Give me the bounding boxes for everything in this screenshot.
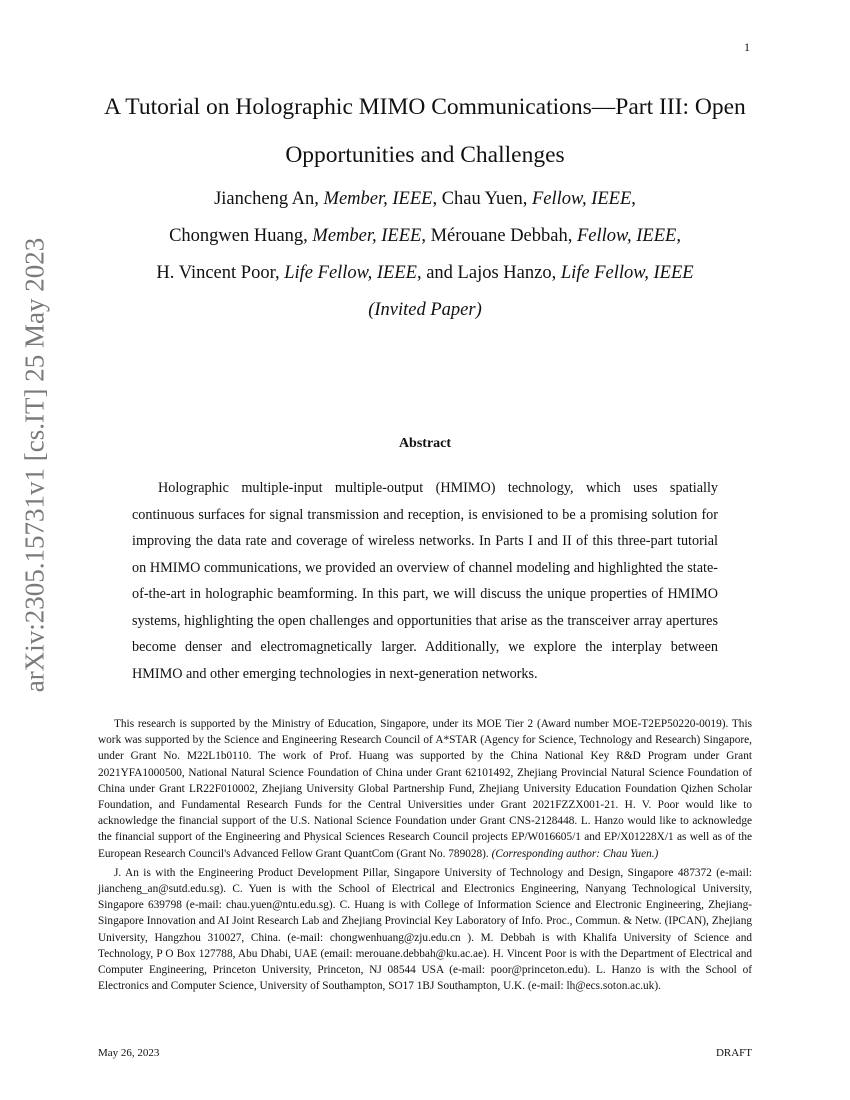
- author-name: Chongwen Huang,: [169, 226, 313, 246]
- abstract-text: Holographic multiple-input multiple-output (HMIMO) technology, which uses spatially continuous surfaces for signal transmission and reception, is envisioned to be a promising solution for improving the data rate and coverage of wireless networks. In Parts I and II of this three-part tutorial on HMIMO communications, we provided an overview of channel modeling and highlighted the state-of-the-art in holographic beamforming. In this part, we will discuss the unique properties of HMIMO systems, highlighting the open challenges and opportunities that arise as the transceiver array apertures become denser and electromagnetically larger. Additionally, we explore the interplay between HMIMO and other emerging technologies in next-generation networks.: [132, 480, 718, 682]
- author-membership: Life Fellow, IEEE: [284, 263, 417, 283]
- author-membership: Member, IEEE: [323, 189, 433, 209]
- author-list: [90, 181, 760, 329]
- author-name: , and Lajos Hanzo,: [416, 263, 561, 283]
- funding-text: This research is supported by the Ministry of Education, Singapore, under its MOE Tier 2 (Award number MOE-T2EP50220-0019). This work was supported by the Science and Engineering Research Council of A*STAR (Agency for Science, Technology and Research) Singapore, under Grant No. M22L1b0110. The work of Prof. Huang was supported by the China National Key R&D Program under Grant 2021YFA1000500, National Natural Science Foundation of China under Grant 62101492, Zhejiang Provincial Natural Science Foundation of China under Grant LR22F010002, Zhejiang University Global Partnership Fund, Zhejiang University Education Foundation Qizhen Scholar Foundation, and Fundamental Research Funds for the Central Universities under Grant 2021FZZX001-21. H. V. Poor would like to acknowledge the financial support of the U.S. National Science Foundation under Grant CNS-2128448. L. Hanzo would like to acknowledge the financial support of the Engineering and Physical Sciences Research Council projects EP/W016605/1 and EP/X01228X/1 as well as of the European Research Council's Advanced Fellow Grant QuantCom (Grant No. 789028).: [98, 718, 752, 860]
- author-name: H. Vincent Poor,: [156, 263, 285, 283]
- arxiv-identifier: arXiv:2305.15731v1 [cs.IT] 25 May 2023: [19, 237, 50, 693]
- author-line-3: [90, 255, 760, 292]
- author-membership: Fellow, IEEE: [531, 189, 632, 209]
- author-membership: Member, IEEE: [312, 226, 422, 246]
- footer-draft-label: DRAFT: [715, 1047, 752, 1059]
- author-name: , Mérouane Debbah,: [421, 226, 577, 246]
- author-membership: Fellow, IEEE: [576, 226, 677, 246]
- footnotes: [98, 716, 752, 997]
- arxiv-side-stamp: [12, 237, 58, 693]
- page-number: 1: [744, 40, 750, 54]
- author-membership: Life Fellow, IEEE: [560, 263, 694, 283]
- abstract-heading: Abstract: [398, 436, 452, 451]
- invited-paper-label: (Invited Paper): [368, 300, 482, 320]
- author-name: , Chau Yuen,: [432, 189, 532, 209]
- affiliation-note: J. An is with the Engineering Product Development Pillar, Singapore University of Technology and Design, Singapore 487372 (e-mail: jiancheng_an@sutd.edu.sg). C. Yuen is with the School of Electrical and Electronics Engineering, Nanyang Technological University, Singapore 639798 (e-mail: chau.yuen@ntu.edu.sg). C. Huang is with College of Information Science and Electronic Engineering, Zhejiang-Singapore Innovation and AI Joint Research Lab and Zhejiang Provincial Key Laboratory of Info. Proc., Commun. & Netw. (IPCAN), Zhejiang University, Hangzhou 310027, China. (e-mail: chongwenhuang@zju.edu.cn ). M. Debbah is with Khalifa University of Science and Technology, P O Box 127788, Abu Dhabi, UAE (email: merouane.debbah@ku.ac.ae). H. Vincent Poor is with the Department of Electrical and Computer Engineering, Princeton University, Princeton, NJ 08544 USA (e-mail: poor@princeton.edu). L. Hanzo is with the School of Electronics and Computer Science, University of Southampton, SO17 1BJ Southampton, U.K. (e-mail: lh@ecs.soton.ac.uk).: [98, 866, 752, 993]
- author-line-2: [90, 218, 760, 255]
- author-separator: ,: [676, 226, 681, 246]
- author-name: Jiancheng An,: [214, 189, 324, 209]
- funding-note: [98, 716, 752, 862]
- corresponding-author: (Corresponding author: Chau Yuen.): [491, 847, 659, 860]
- paper-title: A Tutorial on Holographic MIMO Communications—Part III: Open Opportunities and Challenges: [104, 94, 746, 168]
- author-line-1: [90, 181, 760, 218]
- author-separator: ,: [631, 189, 636, 209]
- footer-date: May 26, 2023: [98, 1047, 160, 1059]
